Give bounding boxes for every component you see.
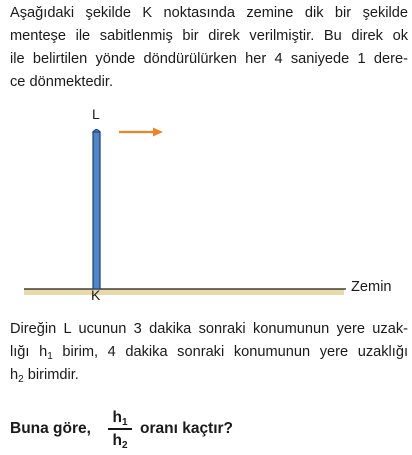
label-l: L	[92, 106, 100, 122]
direction-arrow-icon	[153, 128, 163, 137]
subscript: 1	[47, 351, 53, 362]
subscript: 1	[121, 417, 128, 428]
label-zemin: Zemin	[351, 279, 392, 295]
intro-line: Aşağıdaki şekilde K noktasında zemine dik bir şekilde	[10, 5, 408, 21]
fraction-numerator	[107, 408, 133, 428]
problem-paragraph	[10, 318, 408, 387]
text-fragment: h	[112, 432, 122, 449]
subscript: 2	[18, 374, 24, 385]
subscript: 2	[121, 440, 128, 451]
intro-line: ce dönmektedir.	[10, 74, 114, 90]
text-fragment: lığı h	[10, 344, 48, 360]
problem-line	[10, 341, 408, 364]
intro-line: menteşe ile sabitlenmiş bir direk verilmiştir. Bu direk ok	[10, 28, 408, 44]
fraction-denominator	[107, 430, 133, 450]
question	[10, 408, 408, 454]
pole-tip	[93, 130, 100, 133]
pole	[93, 132, 100, 289]
question-tail: oranı kaçtır?	[140, 420, 234, 437]
text-fragment: birimdir.	[23, 367, 79, 383]
ratio-fraction	[107, 408, 133, 450]
text-fragment: h	[10, 367, 19, 383]
text-fragment: h	[112, 409, 122, 426]
question-lead: Buna göre,	[10, 420, 91, 437]
intro-line: ile belirtilen yönde döndürülürken her 4 saniyede 1 dere-	[10, 51, 408, 67]
ground-strip	[24, 289, 344, 295]
label-k: K	[91, 287, 101, 303]
intro-paragraph	[10, 2, 408, 94]
pole-figure	[0, 105, 412, 310]
problem-line	[10, 364, 408, 387]
problem-line: Direğin L ucunun 3 dakika sonraki konumunun yere uzak-	[10, 321, 408, 337]
text-fragment: birim, 4 dakika sonraki konumunun yere uzaklığı	[52, 344, 409, 360]
